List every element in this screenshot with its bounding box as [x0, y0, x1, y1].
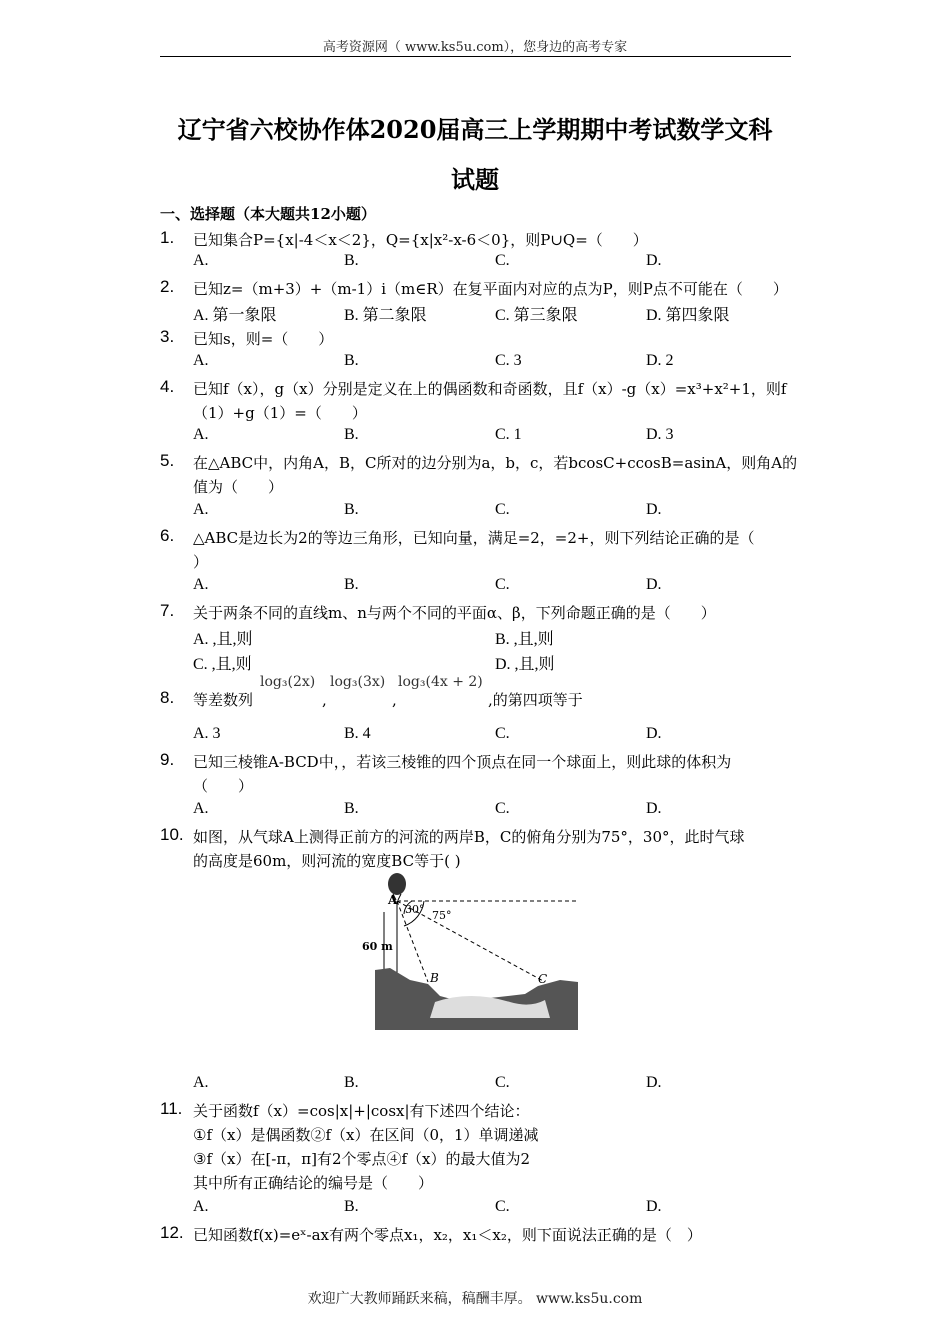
- question-text: 已知集合P={x|-4＜x＜2}，Q={x|x²-x-6＜0}，则P∪Q=（ ）: [193, 231, 648, 249]
- question-text: 的高度是60m，则河流的宽度BC等于( ): [193, 852, 461, 870]
- question-text: ③f（x）在[-π，π]有2个零点④f（x）的最大值为2: [193, 1150, 531, 1168]
- question-text: 关于函数f（x）=cos|x|+|cosx|有下述四个结论：: [193, 1102, 530, 1120]
- question-number: 8.: [160, 688, 175, 707]
- log-expression: log₃(4x + 2): [398, 674, 483, 690]
- question-number: 7.: [160, 601, 175, 620]
- question-text: △ABC是边长为2的等边三角形，已知向量，满足=2，=2+，则下列结论正确的是（: [193, 529, 755, 547]
- answer-option[interactable]: A.: [193, 1198, 209, 1215]
- question-text: 其中所有正确结论的编号是（ ）: [193, 1174, 434, 1192]
- header-rule: [160, 56, 791, 57]
- answer-option[interactable]: A.: [193, 501, 209, 518]
- answer-option[interactable]: D. 3: [646, 426, 674, 443]
- balloon-river-figure: [360, 870, 590, 1030]
- question-number: 11.: [160, 1099, 183, 1118]
- answer-option[interactable]: B.: [344, 576, 359, 593]
- comma-separator: ,: [392, 691, 397, 709]
- answer-option[interactable]: A.: [193, 352, 209, 369]
- answer-option[interactable]: D.: [646, 1074, 662, 1091]
- answer-option[interactable]: B.: [344, 800, 359, 817]
- answer-option[interactable]: C. 1: [495, 426, 522, 443]
- page-header: 高考资源网（ www.ks5u.com），您身边的高考专家: [322, 40, 628, 55]
- answer-option[interactable]: A. ,且,则: [193, 631, 253, 648]
- answer-option[interactable]: C.: [495, 1074, 510, 1091]
- question-number: 10.: [160, 825, 184, 844]
- answer-option[interactable]: D.: [646, 725, 662, 742]
- answer-option[interactable]: A.: [193, 576, 209, 593]
- answer-option[interactable]: D. 2: [646, 352, 674, 369]
- answer-option[interactable]: B.: [344, 1198, 359, 1215]
- answer-option[interactable]: B. 4: [344, 725, 371, 742]
- answer-option[interactable]: D. ,且,则: [495, 656, 555, 673]
- answer-option[interactable]: D.: [646, 252, 662, 269]
- log-expression: log₃(2x): [260, 674, 316, 690]
- question-number: 3.: [160, 327, 175, 346]
- answer-option[interactable]: B. 第二象限: [344, 307, 427, 324]
- height-label: 60 m: [362, 940, 393, 953]
- answer-option[interactable]: A.: [193, 252, 209, 269]
- answer-option[interactable]: C. 3: [495, 352, 522, 369]
- question-text: 已知三棱锥A-BCD中，，若该三棱锥的四个顶点在同一个球面上，则此球的体积为: [193, 753, 732, 771]
- answer-option[interactable]: D.: [646, 800, 662, 817]
- question-text: 已知s，则=（ ）: [193, 330, 334, 348]
- label-c: C: [538, 972, 548, 986]
- answer-option[interactable]: C.: [495, 252, 510, 269]
- question-text: （1）+g（1）=（ ）: [193, 404, 367, 422]
- answer-option[interactable]: A. 3: [193, 725, 221, 742]
- question-number: 12.: [160, 1223, 184, 1242]
- answer-option[interactable]: C. 第三象限: [495, 307, 578, 324]
- question-text: （ ）: [193, 777, 254, 795]
- question-text: 已知函数f(x)=eˣ-ax有两个零点x₁，x₂，x₁＜x₂，则下面说法正确的是（ ）: [193, 1226, 702, 1244]
- question-number: 9.: [160, 750, 175, 769]
- answer-option[interactable]: A.: [193, 800, 209, 817]
- question-text: ①f（x）是偶函数②f（x）在区间（0，1）单调递减: [193, 1126, 539, 1144]
- question-text: 如图，从气球A上测得正前方的河流的两岸B，C的俯角分别为75°，30°，此时气球: [193, 828, 745, 846]
- answer-option[interactable]: C.: [495, 725, 510, 742]
- angle-label-30: 30°: [405, 903, 425, 916]
- answer-option[interactable]: C.: [495, 800, 510, 817]
- answer-option[interactable]: D.: [646, 576, 662, 593]
- answer-option[interactable]: C.: [495, 576, 510, 593]
- answer-option[interactable]: B.: [344, 426, 359, 443]
- question-number: 6.: [160, 526, 175, 545]
- answer-option[interactable]: D.: [646, 1198, 662, 1215]
- answer-option[interactable]: B.: [344, 1074, 359, 1091]
- question-number: 1.: [160, 228, 175, 247]
- answer-option[interactable]: D. 第四象限: [646, 307, 730, 324]
- comma-separator: ,: [322, 691, 327, 709]
- answer-option[interactable]: A. 第一象限: [193, 307, 277, 324]
- question-number: 5.: [160, 451, 175, 470]
- doc-title: 辽宁省六校协作体2020届高三上学期期中考试数学文科: [177, 115, 773, 144]
- answer-option[interactable]: B. ,且,则: [495, 631, 554, 648]
- question-text: 值为（ ）: [193, 478, 284, 496]
- log-expression: log₃(3x): [330, 674, 386, 690]
- label-a: A: [388, 893, 398, 907]
- question-text: 关于两条不同的直线m、n与两个不同的平面α、β，下列命题正确的是（ ）: [193, 604, 716, 622]
- label-b: B: [430, 971, 439, 985]
- answer-option[interactable]: B.: [344, 352, 359, 369]
- answer-option[interactable]: C. ,且,则: [193, 656, 252, 673]
- question-text-tail: ,的第四项等于: [488, 691, 583, 709]
- question-text: 等差数列: [193, 691, 254, 709]
- question-number: 2.: [160, 277, 175, 296]
- answer-option[interactable]: D.: [646, 501, 662, 518]
- section-heading: 一、选择题（本大题共12小题）: [160, 205, 376, 223]
- answer-option[interactable]: B.: [344, 501, 359, 518]
- doc-title-cont: 试题: [451, 165, 499, 194]
- angle-label-75: 75°: [432, 909, 452, 922]
- answer-option[interactable]: C.: [495, 501, 510, 518]
- answer-option[interactable]: C.: [495, 1198, 510, 1215]
- answer-option[interactable]: A.: [193, 426, 209, 443]
- answer-option[interactable]: B.: [344, 252, 359, 269]
- question-text: 已知f（x），g（x）分别是定义在上的偶函数和奇函数，且f（x）-g（x）=x³+x²+1，则f: [193, 380, 787, 398]
- question-text: 在△ABC中，内角A，B，C所对的边分别为a，b，c，若bcosC+ccosB=asinA，则角A的: [193, 454, 798, 472]
- question-text: ）: [193, 553, 209, 571]
- question-number: 4.: [160, 377, 175, 396]
- question-text: 已知z=（m+3）+（m-1）i（m∈R）在复平面内对应的点为P，则P点不可能在（ ）: [193, 280, 788, 298]
- page-footer: 欢迎广大教师踊跃来稿，稿酬丰厚。 www.ks5u.com: [307, 1291, 643, 1307]
- answer-option[interactable]: A.: [193, 1074, 209, 1091]
